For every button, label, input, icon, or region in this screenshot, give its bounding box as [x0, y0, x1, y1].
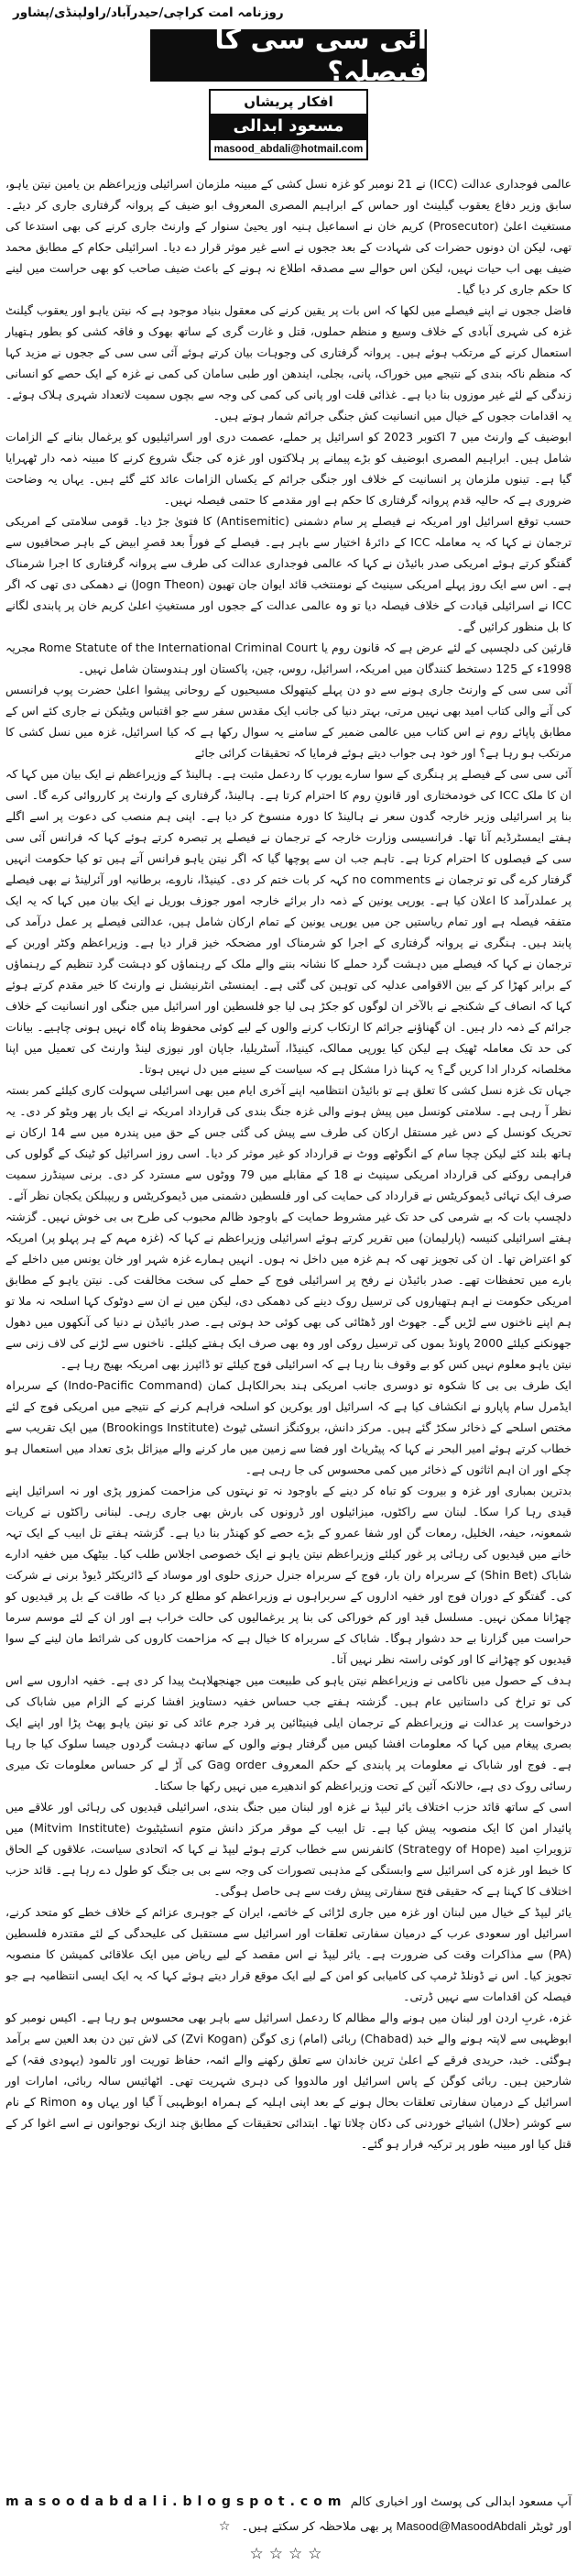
end-of-column-stars-icon: ☆☆☆☆	[249, 2545, 328, 2563]
author-box	[209, 89, 368, 160]
article-paragraph: بدترین بمباری اور غزہ و بیروت کو تباہ کر دینے کے باوجود نہ تو نہتوں کی مزاحمت کمزور پڑی اور نہ اسرائیل اپنے قیدی رہا کرا سکا۔ لبنان سے راکٹوں، میزائیلوں اور ڈرونوں کی بارش بھی جاری رہی۔ لبنانی راکٹوں نے کریات شمعونہ، حیفہ، الخلیل، رمعات گن اور شفا عمرو کے بڑے حصے کو کھنڈر بنا دیا ہے۔ گزشتہ ہفتے تل ابیب کے ایک تہہ خانے میں قیدیوں کی رہائی پر غور کیلئے وزیراعظم نیتن یاہو نے ایک خصوصی اجلاس طلب کیا۔ بیٹھک میں خفیہ ادارے شاباک (Shin Bet) کے سربراہ ران بار، فوج کے سربراہ جنرل حرزی حلوی اور موساد کے ڈائریکٹر ڈیوڈ برنی نے شرکت کی۔ گفتگو کے دوران فوج اور خفیہ اداروں کے سربراہوں نے وزیراعظم کو مطلع کر دیا کہ طاقت کے بل پر قیدیوں کو چھڑانا ممکن نہیں۔ مسلسل قید اور کم خوراکی کی بنا پر یرغمالیوں کی حالت خراب ہے اور ان کے لئے موسم سرما حراست میں گزارنا بے حد دشوار ہوگا۔ شاباک کے سربراہ کا خیال ہے کہ مزاحمت کاروں کی شرائط مان لینے کے سوا قیدیوں کو چھڑانے کا اور کوئی راستہ نظر نہیں آتا۔	[5, 1484, 572, 1666]
footer-text-2: اور ٹویٹر	[529, 2520, 572, 2534]
article-paragraph: آئی سی سی کے فیصلے پر ہنگری کے سوا سارے یورپ کا ردعمل مثبت ہے۔ ہالینڈ کے وزیراعظم نے ایک بیان میں کہا کہ ان کا ملک ICC کی خودمختاری اور قانونِ روم کا احترام کرتا ہے۔ ہالینڈ، گرفتاری کے وارنٹ پر کارروائی کرے گا۔ اسی بنا پر اسرائیلی وزیر خارجہ گدون سعر نے ہالینڈ کا دورہ منسوخ کر دیا ہے۔ اپنی ہم منصب کی دعوت پر اسے اگلے ہفتے ایمسٹرڈیم آنا تھا۔ فرانسیسی وزارت خارجہ کے ترجمان نے فیصلے پر تبصرہ کرتے ہوئے کہا کہ فرانس آئی سی سی کے فیصلوں کا احترام کرتا ہے۔ تاہم جب ان سے پوچھا گیا کہ اگر نیتن یاہو فرانس آتے ہیں تو کیا حکومت انہیں گرفتار کرے گی تو ترجمان نے no comments کہہ کر بات ختم کر دی۔ کینیڈا، ناروے، برطانیہ اور آئرلینڈ نے بھی فیصلے پر عملدرآمد کا اعلان کیا ہے۔ یورپی یونین کے ذمہ دار برائے خارجہ امور جوزف بوریل نے ایک بیان میں کہا کہ یہ ایک متفقہ فیصلہ ہے اور تمام ریاستیں جن میں یورپی یونین کے تمام ارکان شامل ہیں، عدالتی فیصلے پر عمل درآمد کی پابند ہیں۔ ہنگری نے پروانہ گرفتاری کے اجرا کو شرمناک اور مضحکہ خیز قرار دیا ہے۔ وزیراعظم وکٹر اوربن کے ترجمان نے کہا کہ فیصلے میں دہشت گرد حملے کا نشانہ بننے والے ملک کے رہنماؤں کو دہشت گرد تنظیم کے رہنماؤں کے برابر کھڑا کر کے بین الاقوامی عدلیہ کی توہین کی گئی ہے۔ ایمنسٹی انٹرنیشنل نے وارنٹ کا خیر مقدم کرتے ہوئے کہا کہ انصاف کے شکنجے نے بالآخر ان لوگوں کو جکڑ ہی لیا جو فلسطین اور اسرائیل میں جنگی اور انسانیت کے خلاف جرائم کے ذمہ دار ہیں۔ ان گھناؤنے جرائم کا ارتکاب کرنے والوں کے لیے کوئی محفوظ پناہ گاہ نہیں ہونی چاہیے۔ بیانات کی حد تک معاملہ ٹھیک ہے لیکن کیا یورپی ممالک، کینیڈا، آسٹریلیا، جاپان اور نیوزی لینڈ وارنٹ کی تعمیل میں اپنا مخلصانہ کردار ادا کریں گے؟ یہ کہنا ذرا مشکل ہے کہ سیاست کے سینے میں دل نہیں ہوتا۔	[5, 767, 572, 1076]
headline-box	[150, 23, 427, 88]
article-paragraph: ابوضیف کے وارنٹ میں 7 اکتوبر 2023 کو اسرائیل پر حملے، عصمت دری اور اسرائیلیوں کو یرغمال بنانے کے الزامات شامل ہیں۔ ابراہیم المصری ابوضیف کو بڑے پیمانے پر ہلاکتوں اور غزہ کی جنگ شروع کرنے کا مبینہ ذمہ دار ٹھہرایا گیا ہے۔ تینوں ملزمان پر انسانیت کے خلاف اور جنگی جرائم کے یکساں الزامات عائد کئے گئے ہیں۔ یہاں یہ وضاحت ضروری ہے کہ حالیہ قدم پروانہ گرفتاری کا حکم ہے اور مقدمے کا حتمی فیصلہ نہیں۔	[5, 430, 572, 507]
article-paragraph: حسب توقع اسرائیل اور امریکہ نے فیصلے پر سام دشمنی (Antisemitic) کا فتویٰ جڑ دیا۔ قومی سلامتی کے امریکی ترجمان نے کہا کہ یہ معاملہ ICC کے دائرۂ اختیار سے باہر ہے۔ فیصلے کے فوراً بعد قصرِ ابیض کے باہر صحافیوں سے گفتگو کرتے ہوئے امریکی صدر بائیڈن نے کہا کہ عالمی فوجداری عدالت کی طرف سے پروانہ گرفتاری کا اجرا شرمناک ہے۔ اس سے ایک روز پہلے امریکی سینیٹ کے نومنتخب قائد ایوان جان تھیون (Jogn Theon) نے دھمکی دی تھی کہ اگر ICC نے اسرائیلی قیادت کے خلاف فیصلہ دیا تو وہ عالمی عدالت کے ججوں اور مستغیثِ اعلیٰ کریم خان پر پابندی لگانے کا بل منظور کرائیں گے۔	[5, 514, 572, 633]
article-body	[0, 170, 577, 2418]
masthead: روزنامہ امت کراچی/حیدرآباد/راولپنڈی/پشاور	[13, 5, 284, 20]
article-paragraph: اسی کے ساتھ قائد حزب اختلاف یائر لیپڈ نے غزہ اور لبنان میں جنگ بندی، اسرائیلی قیدیوں کی رہائی اور علاقے میں پائیدار امن کا ایک منصوبہ پیش کیا ہے۔ تل ابیب کے موقر مرکز دانش متوم انسٹیٹیوٹ (Mitvim Institute) میں تزویراتِ امید (Strategy of Hope) کانفرنس سے خطاب کرتے ہوئے لیپڈ نے کہا کہ اتحادی سیاست، علاقوں کے الحاق کا خبط اور غزہ کی اسرائیل سے وابستگی کے مذہبی تصورات کی وجہ سے بی بی جنگ کو طول دے رہا ہے۔ قائد حزب اختلاف کا کہنا ہے کہ حقیقی فتح سفارتی پیش رفت سے ہی حاصل ہوگی۔	[5, 1800, 572, 1898]
column-series-title: افکار پریشاں	[244, 93, 333, 110]
article-paragraph: جہاں تک غزہ نسل کشی کا تعلق ہے تو بائیڈن انتظامیہ اپنے آخری ایام میں بھی اسرائیلی سہولت کاری کیلئے کمر بستہ نظر آ رہی ہے۔ سلامتی کونسل میں پیش ہونے والی غزہ جنگ بندی کی قرارداد امریکہ نے ایک بار پھر ویٹو کر دی۔ یہ تحریک کونسل کے دس غیر مستقل ارکان کی طرف سے پیش کی گئی جس کے حق میں پندرہ میں سے 14 ارکان نے ہاتھ بلند کئے لیکن چچا سام کے انگوٹھے ووٹ نے قرارداد کو غیر موثر کر دیا۔ اسی روز اسرائیل کو ٹینک کے گولوں کی فراہمی روکنے کی قرارداد امریکی سینیٹ نے 18 کے مقابلے میں 79 ووٹوں سے مسترد کر دی۔ برنی سینڈرز سمیت صرف ایک تہائی ڈیموکریٹس نے قرارداد کی حمایت کی اور فلسطین دشمنی میں ڈیموکریٹس و ریپبلکن یکجان نظر آئے۔	[5, 1083, 572, 1202]
twitter-handle: Masood@MasoodAbdali	[396, 2519, 527, 2533]
article-footer	[0, 2490, 577, 2563]
footer-text-1: آپ مسعود ابدالی کی پوسٹ اور اخباری کالم	[350, 2495, 572, 2509]
article-paragraph: فاضل ججوں نے اپنے فیصلے میں لکھا کہ اس بات پر یقین کرنے کی معقول بنیاد موجود ہے کہ نیتن یاہو اور یعقوب گیلنٹ غزہ کی شہری آبادی کے خلاف وسیع و منظم حملوں، قتل و غارت گری کے ساتھ بھوک و فاقہ کشی کو بطور ہتھیار استعمال کرنے کے مرتکب ہوئے ہیں۔ پروانہ گرفتاری کی وجوہات بیان کرتے ہوئے آئی سی سی کے ججوں نے مزید کہا کہ منظم ناکہ بندی کے نتیجے میں خوراک، پانی، بجلی، ایندھن اور طبی سامان کی کمی نے غزہ کے ایک حصے کو انسانی زندگی کے لئے غیر موزوں بنا دیا ہے۔ غذائی قلت اور پانی کی کمی کی وجہ سے بچوں سمیت لاتعداد شہری ہلاک ہوئے۔ یہ اقدامات ججوں کے خیال میں انسانیت کش جنگی جرائم شمار ہوتے ہیں۔	[5, 303, 572, 422]
blog-url: masoodabdali.blogspot.com	[5, 2494, 347, 2509]
article-paragraph: ہدف کے حصول میں ناکامی نے وزیراعظم نیتن یاہو کی طبیعت میں جھنجھلاہٹ پیدا کر دی ہے۔ خفیہ اداروں سے اس کی تو تراخ کی داستانیں عام ہیں۔ گزشتہ ہفتے جب حساس خفیہ دستاویز افشا کرنے کے الزام میں شاباک کی درخواست پر عدالت نے وزیراعظم کے ترجمان ایلی فینیٹائین پر فرد جرم عائد کی تو نیتن یاہو پھٹ پڑا اور اپنے ایک بصری پیغام میں کہا کہ معلومات افشا کیس میں گرفتار ہونے والوں کے ساتھ دہشت گردوں جیسا سلوک کیا جا رہا ہے۔ فوج اور شاباک نے معلومات پر پابندی کے حکم المعروف Gag order کی آڑ لے کر حساس معلومات تک میری رسائی روک دی ہے، حالانکہ آئین کے تحت وزیراعظم کو اندھیرے میں نہیں رکھا جا سکتا۔	[5, 1673, 572, 1792]
article-paragraph: قارئین کی دلچسپی کے لئے عرض ہے کہ قانون روم یا Rome Statute of the International Criminal Court مجریہ 1998ء کے 125 دستخط کنندگان میں امریکہ، اسرائیل، روس، چین، پاکستان اور ہندوستان شامل نہیں۔	[5, 641, 572, 675]
article-paragraph: یائر لیپڈ کے خیال میں لبنان اور غزہ میں جاری لڑائی کے خاتمے، ایران کے جوہری عزائم کے خلاف خطے کو متحد کرنے، اسرائیل اور سعودی عرب کے درمیان سفارتی تعلقات اور اسرائیل سے مستقبل کی علیحدگی کے لئے مقتدرہ فلسطین (PA) سے مذاکرات وقت کی ضرورت ہے۔ یائر لیپڈ نے اس مقصد کے لیے ریاض میں ایک علاقائی کمیشن کا منصوبہ تجویز کیا۔ اس نے ڈونلڈ ٹرمپ کی کامیابی کو امن کے لیے ایک موقع قرار دیتے ہوئے کہا کہ یہ ایک ایسی انتظامیہ ہے جو فیصلہ کن اقدامات سے نہیں ڈرتی۔	[5, 1905, 572, 2003]
author-email: masood_abdali@hotmail.com	[213, 144, 364, 155]
star-icon: ☆	[218, 2519, 231, 2534]
article-paragraph: ایک طرف بی بی کا شکوہ تو دوسری جانب امریکی ہند بحرالکاہل کمان (Indo-Pacific Command) کے سربراہ ایڈمرل سام پاپارو نے انکشاف کیا ہے کہ اسرائیل اور یوکرین کو اسلحہ فراہم کرنے کے نتیجے میں امریکی فوج کے لئے مختص اسلحے کے ذخائر سکڑ گئے ہیں۔ مرکز دانش، بروکنگز انسٹی ٹیوٹ (Brookings Institute) میں ایک تقریب سے خطاب کرتے ہوئے امیر البحر نے کہا کہ پیٹریاٹ اور فضا سے زمین میں مار کرنے والے میزائل بڑی تعداد میں استعمال ہو چکے اور ان اہم اثاثوں کے ذخائر میں کمی محسوس کی جا رہی ہے۔	[5, 1378, 572, 1476]
page-title: آئی سی سی کا فیصلہ؟	[214, 23, 427, 88]
article-paragraph: غزہ، غربِ اردن اور لبنان میں ہونے والے مظالم کا ردعمل اسرائیل سے باہر بھی محسوس ہو رہا ہے۔ اکیس نومبر کو ابوظہبی سے لاپتہ ہونے والے خبد (Chabad) ربائی (امام) زی کوگن (Zvi Kogan) کی لاش تین دن بعد العین سے برآمد ہوگئی۔ خبد، حریدی فرقے کے اعلیٰ ترین خاندان سے تعلق رکھنے والے ائمہ، حفاظ توریت اور تالمود (یہودی فقہ) کے شارحین ہیں۔ ربائی کوگن کے پاس اسرائیل اور مالدووا کی دہری شہریت تھی۔ اٹھائیس سالہ ربائی، امارات اور اسرائیل کے درمیان سفارتی تعلقات بحال ہونے کے بعد اپنی اہلیہ کے ہمراہ ابوظہبی آ گیا اور یہاں وہ Rimon کے نام سے کوشر (حلال) اشیائے خوردنی کی دکان چلاتا تھا۔ ابتدائی تحقیقات کے مطابق چند ازبک نوجوانوں نے اسے اغوا کر کے قتل کیا اور مبینہ طور پر ترکیہ فرار ہو گئے۔	[5, 2011, 572, 2151]
article-paragraph: آئی سی سی کے وارنٹ جاری ہونے سے دو دن پہلے کیتھولک مسیحیوں کے روحانی پیشوا اعلیٰ حضرت پوپ فرانسس کی آنے والی کتاب امید بھی نہیں مرتی، بہتر دنیا کی جانب ایک مقدس سفر سے جو اقتباس ویٹیکن نے جاری کئے اس کے مطابق پاپائے روم نے اس کتاب میں عالمی ضمیر کے سامنے یہ سوال رکھا ہے کہ کیا اسرائیل، غزہ میں نسل کشی کا مرتکب ہو رہا ہے؟ اور خود ہی جواب دیتے ہوئے فرمایا کہ تحقیقات کرائی جائے	[5, 683, 572, 760]
footer-text-3: پر بھی ملاحظہ کر سکتے ہیں۔	[241, 2520, 393, 2534]
article-paragraph: عالمی فوجداری عدالت (ICC) نے 21 نومبر کو غزہ نسل کشی کے مبینہ ملزمان اسرائیلی وزیراعظم بن یامین نیتن یاہو، سابق وزیر دفاع یعقوب گیلینٹ اور حماس کے ابراہیم المصری المعروف ابو ضیف کے پروانہ گرفتاری جاری کر دیئے۔ مستغیث اعلیٰ (Prosecutor) کریم خان نے اسماعیل ہنیہ اور یحییٰ سنوار کے وارنٹ جاری کرنے کی بھی استدعا کی تھی، لیکن ان دونوں حضرات کی شہادت کے بعد ججوں نے اسے غیر موثر قرار دے دیا۔ اسرائیلی حکام کے مطابق محمد ضیف بھی اب حیات نہیں، لیکن اس حوالے سے مصدقہ اطلاع نہ ہونے کے باعث ضیف صاحب کو بھی حراست میں لینے کا حکم جاری کر دیا گیا۔	[5, 177, 572, 296]
article-paragraph: دلچسپ بات کہ بے شرمی کی حد تک غیر مشروط حمایت کے باوجود ظالم محبوب کی طرح بی بی خوش نہیں۔ گزشتہ ہفتے اسرائیلی کنیسہ (پارلیمان) میں تقریر کرتے ہوئے اسرائیلی وزیراعظم نے کہا کہ (غزہ مہم کے ہر پہلو پر) امریکہ کو اعتراض تھا۔ ان کی تجویز تھی کہ ہم غزہ میں داخل نہ ہوں۔ انہیں ہمارے غزہ شہر اور خان یونس میں داخلے کے بارے میں تحفظات تھے۔ صدر بائیڈن نے رفح پر اسرائیلی فوج کے حملے کی سخت مخالفت کی۔ نیتن یاہو کے مطابق امریکی حکومت نے اہم ہتھیاروں کی ترسیل روک دینے کی دھمکی دی، لیکن میں نے ان سے دوٹوک کہا اسلحہ نہ ملا تو ہم اپنے ناخنوں سے لڑیں گے۔ جھوٹ اور ڈھٹائی کی بھی کوئی حد ہوتی ہے۔ صدر بائیڈن نے دنیا کی آنکھوں میں دھول جھونکنے کیلئے 2000 پاونڈ بموں کی ترسیل روکی اور وہ بھی صرف ایک ہفتے کیلئے۔ ناخنوں سے لڑنے کی لاف زنی سے نیتن یاہو معلوم نہیں کس کو بے وقوف بنا رہا ہے کہ اسرائیلی فوج کیلئے تو ڈائپرز بھی امریکہ بھیج رہا ہے۔	[5, 1210, 572, 1371]
author-name: مسعود ابدالی	[211, 114, 366, 140]
footer-note	[0, 2490, 577, 2539]
